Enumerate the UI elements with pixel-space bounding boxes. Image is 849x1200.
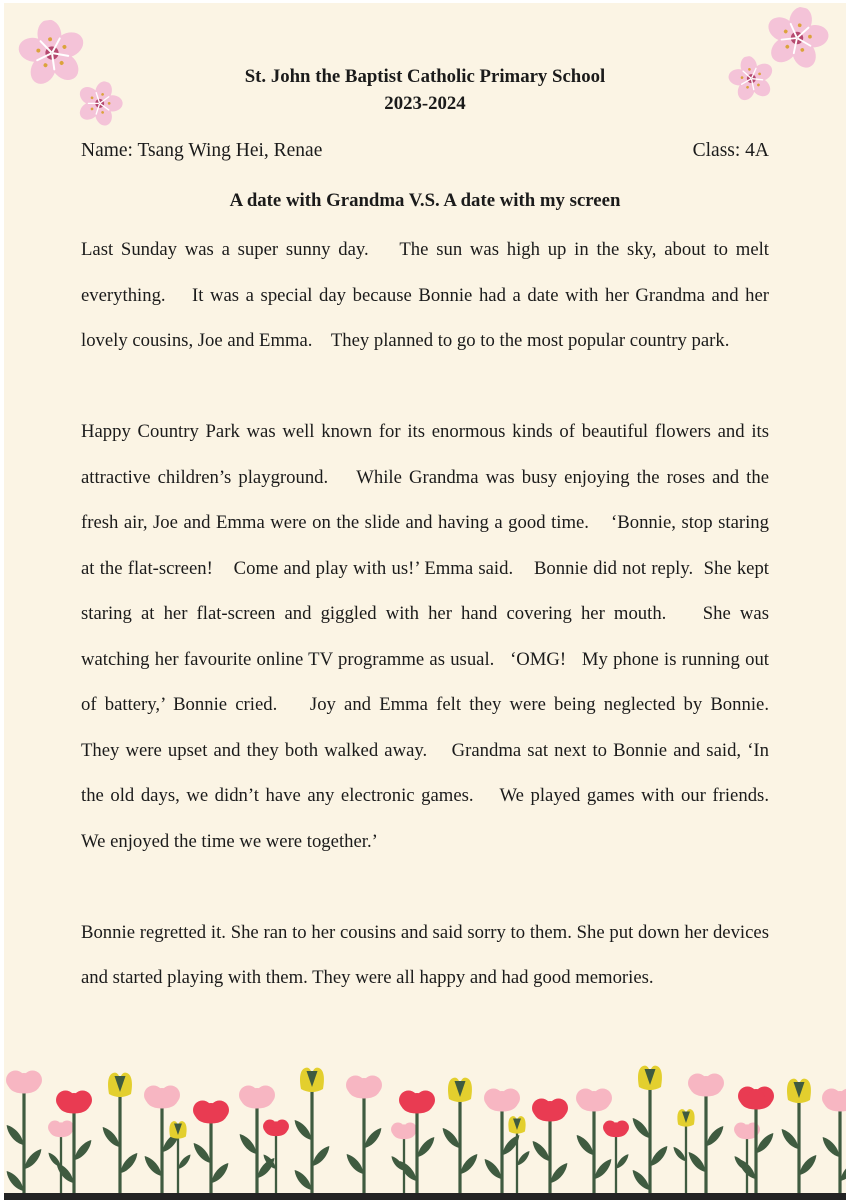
document-page xyxy=(4,3,846,1200)
school-name: St. John the Baptist Catholic Primary School xyxy=(244,66,606,87)
essay-title: A date with Grandma V.S. A date with my screen xyxy=(229,190,621,211)
student-name: Name: Tsang Wing Hei, Renae xyxy=(81,140,323,161)
essay-paragraph-2: Happy Country Park was well known for its enormous kinds of beautiful flowers and its attractive children’s playground. While Grandma was busy enjoying the roses and the fresh air, Joe and Emma were on the slide and having a good time. ‘Bonnie, stop staring at the flat-screen! Come and play with us!’ Emma said. Bonnie did not reply. She kept staring at her flat-screen and giggled with her hand covering her mouth. She was watching her favourite online TV programme as usual. ‘OMG! My phone is running out of battery,’ Bonnie cried. Joy and Emma felt they were being neglected by Bonnie. They were upset and they both walked away. Grandma sat next to Bonnie and said, ‘In the old days, we didn’t have any electronic games. We played games with our friends. We enjoyed the time we were together.’ xyxy=(81,421,788,852)
essay-content xyxy=(4,3,846,1001)
name-class-row xyxy=(81,137,769,164)
class-label: Class: 4A xyxy=(692,140,769,161)
page-bottom-bar xyxy=(4,1193,846,1200)
flower-meadow-border xyxy=(4,1053,846,1193)
essay-paragraph-3: Bonnie regretted it. She ran to her cousins and said sorry to them. She put down her devices and started playing with them. They were all happy and had good memories. xyxy=(81,921,774,988)
essay-paragraph-1: Last Sunday was a super sunny day. The sun was high up in the sky, about to melt everything. It was a special day because Bonnie had a date with her Grandma and her lovely cousins, Joe and Emma. They planned to go to the most popular country park. xyxy=(81,239,774,351)
school-year: 2023-2024 xyxy=(384,93,466,114)
essay-body xyxy=(81,227,788,1001)
